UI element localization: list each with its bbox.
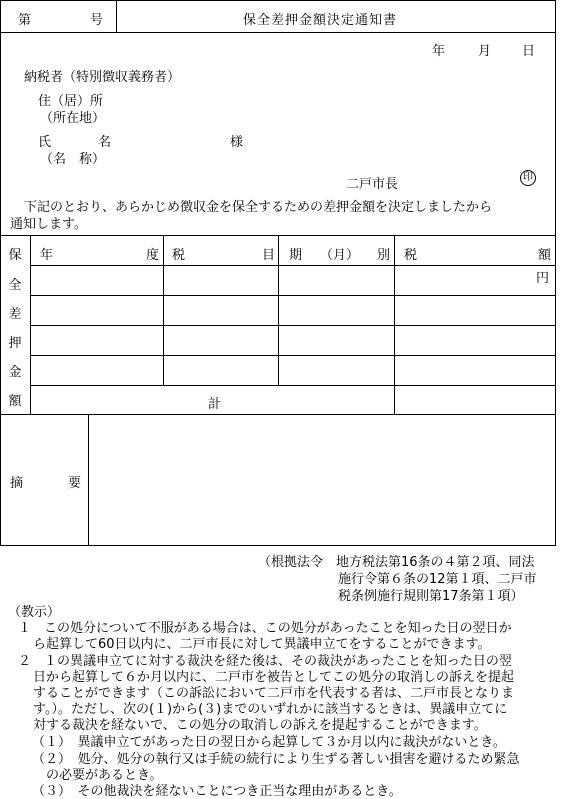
- header-taxitem-1: 税: [172, 248, 186, 263]
- taxpayer-label: 納税者（特別徴収義務者）: [24, 70, 181, 85]
- header-number-divider: [116, 0, 117, 32]
- instruction-1-line-2: ら起算して60日以内に、二戸市長に対して異議申立てをすることができます。: [33, 637, 491, 652]
- seal-text: 印: [523, 172, 533, 183]
- instructions-heading: （教示）: [8, 605, 61, 620]
- date-month: 月: [478, 44, 492, 59]
- table-row-divider-3: [30, 355, 556, 356]
- instruction-sub-2-line-1: （２） 処分、処分の執行又は手続の続行により生ずる著しい損害を避けるため緊急: [32, 752, 520, 767]
- side-label-char: 金: [8, 365, 22, 380]
- col-divider-1: [163, 235, 164, 385]
- table-row-divider-1: [30, 295, 556, 296]
- instruction-2-line-1: ２ １の異議申立てに対する裁決を経た後は、その裁決があったことを知った日の翌: [18, 654, 512, 669]
- remarks-label-2: 要: [68, 476, 82, 491]
- instruction-sub-1: （１） 異議申立てがあった日の翌日から起算して３か月以内に裁決がないとき。: [32, 735, 506, 750]
- table-row-divider-4: [30, 385, 556, 386]
- issuer-title: 二戸市長: [346, 177, 399, 192]
- honorific-sama: 様: [230, 135, 244, 150]
- instruction-sub-3: （３） その他裁決を経ないことにつき正当な理由があるとき。: [32, 784, 402, 799]
- document-title: 保全差押金額決定通知書: [243, 13, 398, 28]
- side-label-char: 全: [8, 278, 22, 293]
- header-year-2: 度: [146, 248, 160, 263]
- total-label: 計: [208, 397, 222, 412]
- instruction-2-line-4: す。）。ただし、次の(１)から(３)までのいずれかに該当するときは、異議申立てに: [33, 702, 508, 717]
- number-label-2: 号: [90, 13, 104, 28]
- side-label-char: 差: [8, 307, 22, 322]
- yen-unit: 円: [536, 271, 550, 286]
- header-period-1: 期: [289, 248, 303, 263]
- address-label: 住（居）所: [38, 94, 104, 109]
- remarks-label-1: 摘: [10, 476, 24, 491]
- table-bottom-border: [0, 414, 556, 415]
- instruction-2-line-3: することができます（この訴訟において二戸市を代表する者は、二戸市長となりま: [33, 686, 515, 701]
- instruction-2-line-5: 対する裁決を経ないで、この処分の取消しの訴えを提起することができます。: [33, 718, 487, 733]
- instruction-sub-2-line-2: の必要があるとき。: [46, 768, 163, 783]
- date-day: 日: [522, 44, 536, 59]
- header-amount-2: 額: [538, 248, 552, 263]
- header-amount-1: 税: [404, 248, 418, 263]
- address-sub-label: （所在地）: [40, 111, 106, 126]
- table-row-divider-2: [30, 325, 556, 326]
- instruction-1-line-1: １ この処分について不服がある場合は、この処分があったことを知った日の翌日か: [18, 621, 512, 636]
- header-year-1: 年: [40, 248, 54, 263]
- header-period-3: 別: [377, 248, 391, 263]
- name-label-2: 名: [98, 135, 112, 150]
- name-label-1: 氏: [38, 135, 52, 150]
- side-label-char: 押: [8, 336, 22, 351]
- header-period-2: （月）: [320, 248, 360, 263]
- name-sub-label: （名 称）: [40, 152, 106, 167]
- table-header-divider: [30, 265, 556, 266]
- legal-basis-line-1: （根拠法令 地方税法第16条の４第２項、同法: [258, 555, 535, 570]
- legal-basis-line-3: 税条例施行規則第17条第１項）: [338, 589, 524, 604]
- intro-line-2: 通知します。: [10, 217, 87, 232]
- header-taxitem-2: 目: [262, 248, 276, 263]
- intro-line-1: 下記のとおり、あらかじめ徴収金を保全するための差押金額を決定しましたから: [24, 200, 493, 215]
- legal-basis-line-2: 施行令第６条の12第１項、二戸市: [338, 572, 537, 587]
- instruction-2-line-2: 日から起算して６か月以内に、二戸市を被告としてこの処分の取消しの訴えを提起: [33, 670, 515, 685]
- side-label-char: 保: [8, 248, 22, 263]
- date-year: 年: [432, 44, 446, 59]
- col-divider-2: [278, 235, 279, 385]
- side-label-char: 額: [8, 394, 22, 409]
- number-label-1: 第: [18, 13, 32, 28]
- remarks-divider: [88, 414, 89, 546]
- seal-mark: [520, 170, 536, 186]
- header-divider: [0, 32, 556, 33]
